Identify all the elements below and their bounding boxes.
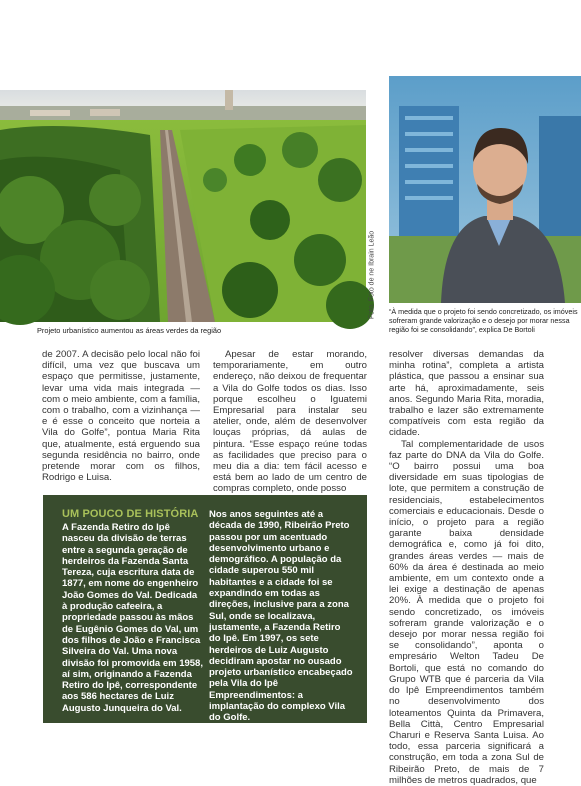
photo-credit: Foto: Foto de ne Ibrain Leão [368,230,376,320]
paragraph: Tal complementaridade de usos faz parte do DNA da Vila do Golfe. “O bairro possui uma boa diversidade em suas tipologias de lote, que permitem a construção de residenciais, estabelecimentos comerciais e educacionais. Desde o início, o projeto para a região garante baixa densidade demográfica e, como já foi dito, grandes áreas verdes — mais de 60% da área é destinada ao meio ambiente, em um contexto onde a lei exige a destinação de apenas 20%. À medida que o projeto foi sendo concretizado, os imóveis sofreram grande valorização e o desejo por morar nessa região foi se consolidando”, aponta o empresário Welton Tadeu De Bortoli, que está no comando do Grupo WTB que é parceria da Vila do Ipê Empreendimentos também no desenvolvimento dos loteamentos Quinta da Primavera, Bella Città, Centro Empresarial Charuri e Reserva Santa Luisa. Ao todo, essa parceria significará a construção, em toda a zona Sul de Ribeirão Preto, de mais de 7 milhões de metros quadrados, que [389,438,544,786]
aerial-photo [0,90,366,322]
article-column-2 [213,349,367,495]
paragraph: Apesar de estar morando, temporariamente, em outro endereço, não deixou de frequentar a Vila do Golfe todos os dias. Isso porque escolheu o Iguatemi Empresarial para instalar seu atelier, onde, além de desenvolver louças próprias, dá aulas de pintura. “Esse espaço reúne todas as facilidades que preciso para o meu dia a dia: tem fácil acesso e está bem ao lado de um centro de compras completo, onde posso [213,349,367,495]
paragraph: resolver diversas demandas da minha rotina”, completa a artista plástica, que passou a ensinar sua arte há, aproximadamente, seis anos. Segundo Maria Rita, moradia, trabalho e lazer são extremamente compatíveis com esta região da cidade. [389,349,544,439]
paragraph: de 2007. A decisão pelo local não foi difícil, uma vez que buscava um espaço que permitisse, justamente, levar uma vida mais integrada — com o meio ambiente, com a família, com o trabalho, com a vizinhança — e é esse o conceito que norteia a Vila do Golfe”, pontua Maria Rita que, atualmente, está erguendo sua segunda residência no bairro, onde pretende morar com os filhos, Rodrigo e Luisa. [42,349,200,484]
history-sidebar [43,495,367,723]
aerial-photo-caption: Projeto urbanístico aumentou as áreas verdes da região [37,326,222,335]
portrait-caption: “À medida que o projeto foi sendo concretizado, os imóveis sofreram grande valorização e o desejo por morar nessa região foi se consolidando”, explica De Bortoli [389,307,578,334]
article-column-1 [42,349,200,483]
portrait-photo [389,76,581,303]
sidebar-column-1: A Fazenda Retiro do Ipê nasceu da divisão de terras entre a segunda geração de herdeiros da Fazenda Santa Tereza, cuja escritura data de 1877, em nome do engenheiro João Gomes do Val. Dedicada à produção cafeeira, a propriedade passou às mãos de Eugênio Gomes do Val, um dos filhos de João e Francisca Silveira do Val. Uma nova divisão foi promovida em 1958, aí sim, originando a Fazenda Retiro do Ipê, correspondente aos 586 hectares de Luiz Augusto Junqueira do Val. [62,522,203,714]
sidebar-title: UM POUCO DE HISTÓRIA [62,508,199,520]
sidebar-column-2: Nos anos seguintes até a década de 1990, Ribeirão Preto passou por um acentuado desenvolvimento urbano e demográfico. A população da cidade superou 550 mil habitantes e a cidade foi se expandindo em todas as direções, inclusive para a zona Sul, onde se localizava, justamente, a Fazenda Retiro do Ipê. Em 1997, os sete herdeiros de Luiz Augusto decidiram apostar no ousado projeto urbanístico encabeçado pela Vila do Ipê Empreendimentos: a implantação do complexo Vila do Golfe. [209,509,353,724]
article-column-3 [389,349,544,786]
